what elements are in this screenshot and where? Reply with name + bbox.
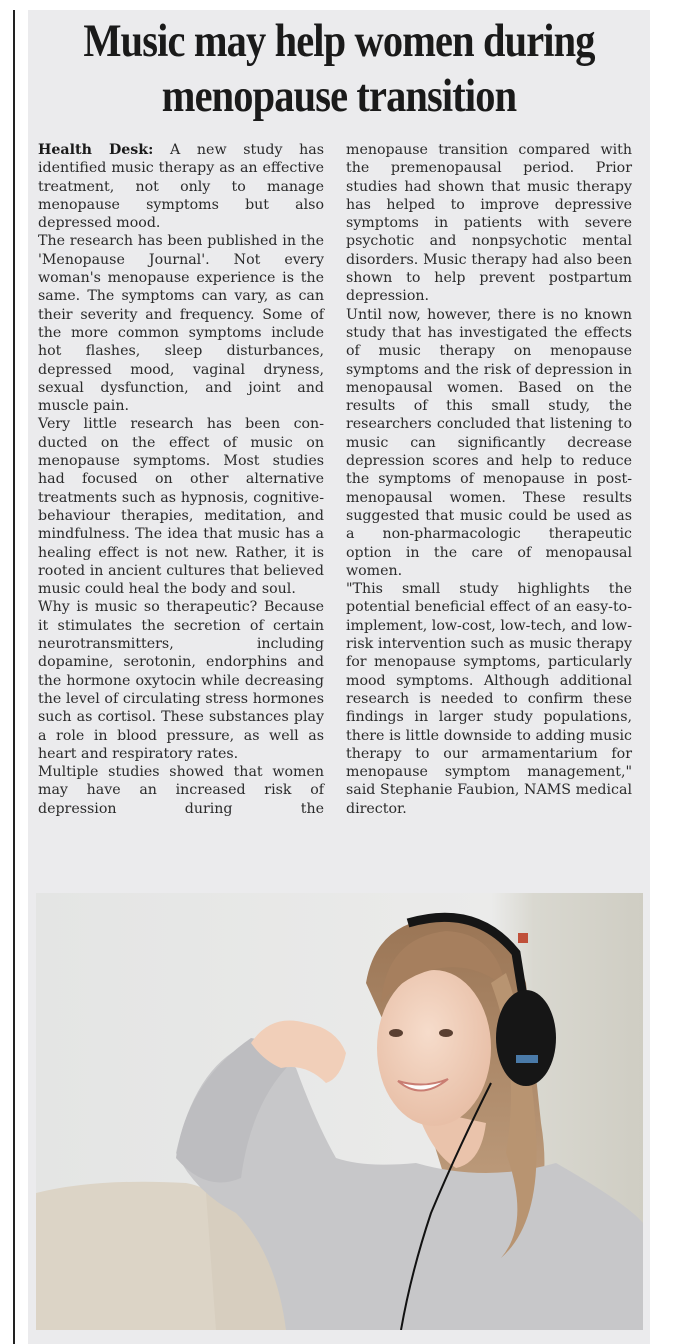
paragraph: The research has been published in the 'Menopause Journal'. Not every woman's menopause experience is the same. The symptoms can vary, as can their severity and frequency. Some of the more common symptoms include hot flashes, sleep disturbances, depressed mood, vaginal dryness, sexual dysfunction, and joint and muscle pain. — [38, 233, 324, 415]
eye — [439, 1029, 453, 1037]
paragraph: Multiple studies showed that women may have an increased risk of depression during the — [38, 764, 324, 817]
paragraph-text: A new study has identified music therapy as an effective treatment, not only to manage menopause symptoms but also depressed mood. — [38, 142, 324, 232]
headline-line-2: menopause transition — [161, 70, 517, 122]
kicker: Health Desk: — [38, 142, 154, 158]
headphone-hinge — [518, 933, 528, 943]
paragraph: menopause transition compared with the premenopausal period. Prior studies had shown that music therapy has helped to improve depressive symptoms in patients with severe psychotic and nonpsychotic mental disorders. Music therapy had also been shown to help prevent postpartum depression. — [346, 142, 632, 305]
article-column-1 — [38, 141, 324, 818]
paragraph — [38, 141, 324, 232]
headline-line-1: Music may help women during — [83, 15, 595, 67]
paragraph: "This small study highlights the potential beneficial effect of an easy-to-implement, low-cost, low-tech, and low-risk intervention such as music therapy for menopause symptoms, particularly mood symptoms. Although additional research is needed to confirm these findings in larger study populations, there is little downside to adding music therapy to our armamentarium for menopause symptom management," said Stephanie Faubion, NAMS medical director. — [346, 581, 632, 817]
article-column-2 — [346, 141, 632, 818]
paragraph: Until now, however, there is no known study that has investigated the effects of music therapy on menopause symptoms and the risk of depression in menopausal women. Based on the results of this small study, the researchers concluded that listening to music can significantly decrease depression scores and help to reduce the symptoms of menopause in postmenopausal women. These results suggested that music could be used as a non-pharmacologic therapeutic option in the care of menopausal women. — [346, 306, 632, 579]
column-rule — [13, 10, 15, 1344]
face — [377, 970, 491, 1126]
paragraph: Why is music so therapeutic? Because it stimulates the secretion of certain neurotransmitters, including dopamine, serotonin, endorphins and the hormone oxytocin while decreasing the level of circulating stress hormones such as cortisol. These substances play a role in blood pressure, as well as heart and respiratory rates. — [38, 599, 324, 762]
eye — [389, 1029, 403, 1037]
sofa-cushion — [36, 1182, 226, 1330]
headline — [72, 14, 607, 124]
woman-with-headphones-photo — [36, 893, 643, 1330]
article-photo — [36, 893, 643, 1330]
paragraph: Very little research has been conducted on the effect of music on menopause symptoms. Most studies had focused on other alternative treatments such as hypnosis, cognitive-behaviour therapies, meditation, and mindfulness. The idea that music has a healing effect is not new. Rather, it is rooted in ancient cultures that believed music could heal the body and soul. — [38, 416, 324, 598]
headphone-earcup — [496, 990, 556, 1086]
headphone-label — [516, 1055, 538, 1063]
